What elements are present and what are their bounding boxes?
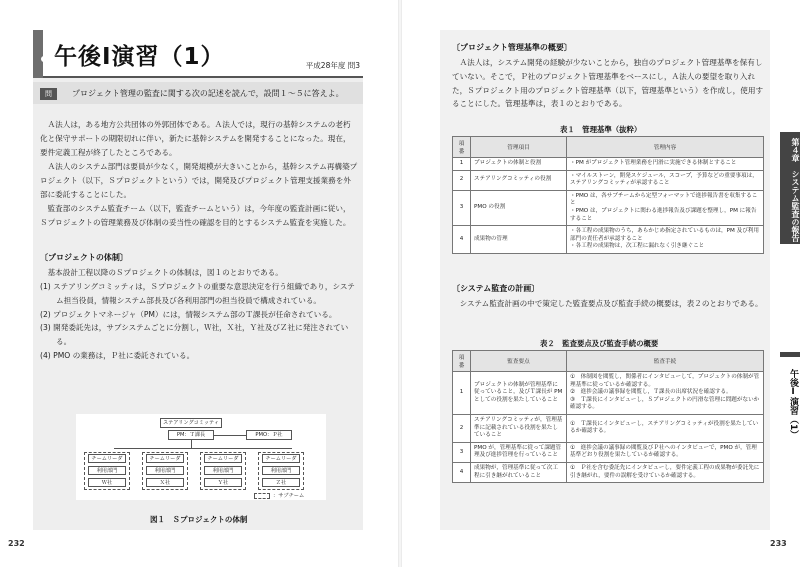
table-header: 監査手続 [567,351,764,372]
table-cell: 4 [453,226,471,254]
table-cell: 成果物が，管理基準に従って次工程に引き継がれていること [471,462,567,482]
table-cell: ① 体制図を閲覧し，関係者にインタビューして，プロジェクトの体制が管理基準に従っているか確認する。 ② 進捗会議の議事録を閲覧し，Ｔ課長の出席状況を確認する。 ③ Ｔ課長にインタビューし，Ｓプロジェクトの円滑な管理に問題がないか確認する。 [567,372,764,415]
table-cell: ステアリングコミッティの役割 [471,170,567,190]
table-header: 監査要点 [471,351,567,372]
table-row [453,190,764,225]
list-item: (2) プロジェクトマネージャ（PM）には，情報システム部のＴ課長が任命されている。 [40,309,337,319]
page-title: 午後Ⅰ演習（1） [54,44,225,70]
section-heading: 〔プロジェクトの体制〕 [40,253,128,262]
team-leader-box: チームリーダ [204,454,242,463]
table-cell: 4 [453,462,471,482]
user-dept-box: 利用部門 [88,466,126,475]
vendor-box: Ｗ社 [88,478,126,487]
section-heading-management: 〔プロジェクト管理基準の概要〕 [452,43,572,52]
list-item: (3) 開発委託先は，サブシステムごとに分割し，Ｗ社，Ｘ社，Ｙ社及びＺ社に発注されている。 [40,323,349,347]
table-header: 項番 [453,137,471,158]
section-heading-audit-plan: 〔システム監査の計画〕 [452,284,540,293]
table-cell: ・PMO は，各サブチームから定型フォーマットで進捗報告書を収集すること ・PMO は，プロジェクトに関わる進捗報告及び課題を整理し，PM に報告すること [567,190,764,225]
table-row [453,226,764,254]
table-cell: ① 進捗会議の議事録の閲覧及びＰ社へのインタビューで，PMO が，管理基準どおり役割を果たしているか確認する。 [567,442,764,462]
table1-caption: 表１ 管理基準（抜粋） [560,125,642,134]
table-cell: ① Ｔ課長にインタビューし，ステアリングコミッティが役割を果たしているか確認する。 [567,414,764,442]
table-row [453,442,764,462]
table-row [453,462,764,482]
table-cell: 2 [453,170,471,190]
table-cell: ステアリングコミッティが，管理基準に記載されている役割を果たしていること [471,414,567,442]
vendor-box: Ｙ社 [204,478,242,487]
section-tab: 午後Ⅰ演習（1） [780,352,800,452]
pm-box: PM：Ｔ課長 [168,430,214,440]
figure-caption: 図１ Ｓプロジェクトの体制 [150,515,248,524]
table-cell: ① Ｐ社を含む委託先にインタビューし，要件定義工程の成果物が委託先に引き継がれ，要件の誤解を受けているか確認する。 [567,462,764,482]
team-leader-box: チームリーダ [88,454,126,463]
user-dept-box: 利用部門 [262,466,300,475]
table-header: 管理項目 [471,137,567,158]
table-header-row [453,137,764,158]
page-number-right: 233 [770,539,787,548]
table-row [453,158,764,171]
pm-pmo-connector [214,435,246,436]
paragraph-audit-plan: システム監査計画の中で策定した監査要点及び監査手続の概要は，表２のとおりである。 [459,299,763,308]
list-item: (1) ステアリングコミッティは，Ｓプロジェクトの重要な意思決定を行う組織であり，システム担当役員，情報システム部長及び各利用部門の担当役員で構成されている。 [40,282,355,305]
table-cell: ・各工程の成果物のうち，あらかじめ指定されているものは，PM 及び利用部門の責任者が承認すること ・各工程の成果物は，次工程に漏れなく引き継ぐこと [567,226,764,254]
table-cell: 3 [453,442,471,462]
section-intro: 基本設計工程以降のＳプロジェクトの体制は，図１のとおりである。 [47,268,283,277]
paragraph-2: Ａ法人のシステム部門は要員が少なく，開発規模が大きいことから，基幹システム再構築プロジェクト（以下，Ｓプロジェクトという）では，開発及びプロジェクト管理支援業務を外部に委託することにした。 [40,162,358,199]
table-cell: プロジェクトの体制が管理基準に従っていること，及びＴ課長が PM としての役割を果たしていること [471,372,567,415]
table-header: 管理内容 [567,137,764,158]
table-cell: 1 [453,372,471,415]
vendor-box: Ｚ社 [262,478,300,487]
question-label: 問 [40,88,57,100]
org-chart [76,414,326,500]
team-leader-box: チームリーダ [146,454,184,463]
table-cell: 1 [453,158,471,171]
table-cell: 成果物の管理 [471,226,567,254]
table-cell: 2 [453,414,471,442]
paragraph-3: 監査部のシステム監査チーム（以下，監査チームという）は，今年度の監査計画に従い，Ｓプロジェクトの管理業務及び体制の妥当性の確認を目的とするシステム監査を実施した。 [40,204,351,227]
vendor-box: Ｘ社 [146,478,184,487]
table-cell: プロジェクトの体制と役割 [471,158,567,171]
user-dept-box: 利用部門 [204,466,242,475]
team-horizontal-connector [114,448,292,449]
paragraph-management: Ａ法人は，システム開発の経験が少ないことから，独自のプロジェクト管理基準を保有していない。そこで，Ｐ社のプロジェクト管理基準をベースにし，Ａ法人の要望を取り入れた，Ｓプロジェクト用のプロジェクト管理基準（以下，管理基準という）を作成し，使用することにした。管理基準は，表１のとおりである。 [452,58,764,109]
user-dept-box: 利用部門 [146,466,184,475]
pmo-box: PMO：Ｐ社 [246,430,292,440]
table-cell: ・マイルストーン，開発スケジュール，スコープ，予算などの重要事項は，ステアリングコミッティが承認すること [567,170,764,190]
list-item: (4) PMO の業務は，Ｐ社に委託されている。 [40,350,195,360]
table-header: 項番 [453,351,471,372]
table2 [452,350,764,483]
legend-text: ：サブチーム [273,493,305,499]
table-cell: 3 [453,190,471,225]
table1 [452,136,764,254]
steering-committee-box: ステアリングコミッティ [160,418,222,428]
table-row [453,414,764,442]
table-row [453,170,764,190]
chapter-tab: 第４章 システム監査の報告 [780,132,800,244]
page-number-left: 232 [8,539,25,548]
table-cell: ・PM がプロジェクト管理業務を円滑に実施できる体制とすること [567,158,764,171]
bullet-icon [41,56,47,62]
legend-swatch [254,493,270,499]
table-row [453,372,764,415]
org-list [40,280,358,363]
title-accent [33,30,43,78]
pm-down-connector [191,440,192,448]
exam-reference: 平成28年度 問3 [305,61,360,70]
paragraph-1: Ａ法人は，ある地方公共団体の外郭団体である。Ａ法人では，現行の基幹システムの老朽化と保守サポートの期限切れに伴い，新たに基幹システムを開発することになった。現在，要件定義工程が終了したところである。 [40,120,351,157]
table-header-row [453,351,764,372]
question-text: プロジェクト管理の監査に関する次の記述を読んで，設問１～５に答えよ。 [72,89,344,98]
table-cell: PMO が，管理基準に従って課題管理及び進捗管理を行っていること [471,442,567,462]
team-leader-box: チームリーダ [262,454,300,463]
table-cell: PMO の役割 [471,190,567,225]
table2-caption: 表２ 監査要点及び監査手続の概要 [540,339,659,348]
